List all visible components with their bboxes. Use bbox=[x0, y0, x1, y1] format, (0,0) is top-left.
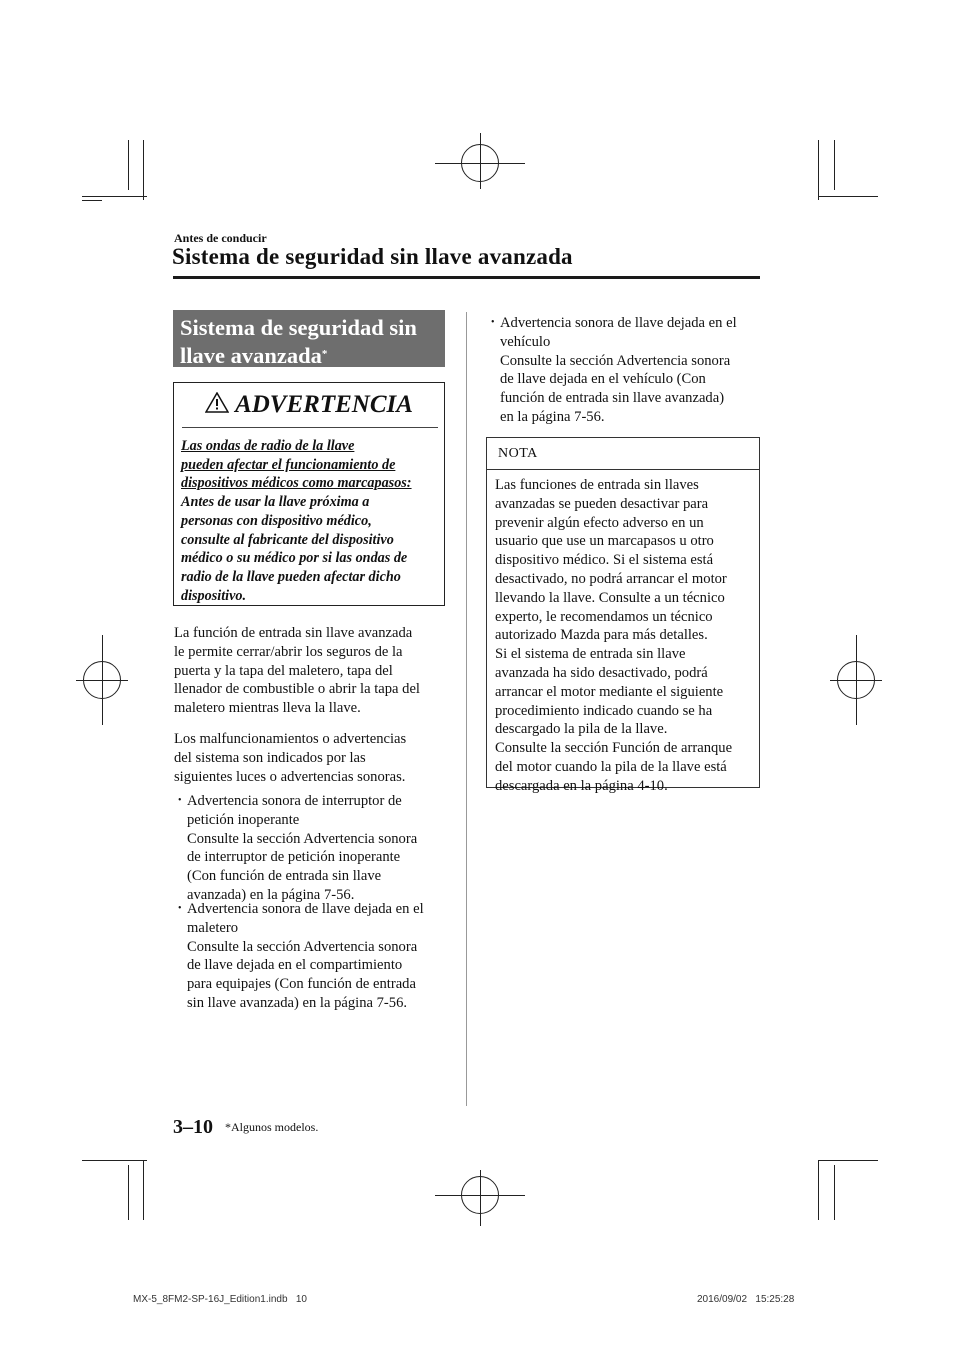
section-title-banner bbox=[173, 310, 445, 367]
section-title-line1: Sistema de seguridad sin bbox=[180, 315, 417, 340]
note-line: procedimiento indicado cuando se ha bbox=[495, 702, 713, 719]
note-rule bbox=[487, 469, 759, 470]
bullet-line: Advertencia sonora de llave dejada en el bbox=[187, 901, 424, 917]
footnote-marker: * bbox=[321, 348, 328, 360]
bullet-line: Advertencia sonora de llave dejada en el bbox=[500, 315, 737, 331]
bullet-line: vehículo bbox=[500, 333, 551, 350]
bullet-line: de llave dejada en el vehículo (Con bbox=[500, 371, 706, 388]
paragraph-line: llenador de combustible o abrir la tapa del bbox=[174, 681, 420, 698]
paragraph-line: La función de entrada sin llave avanzada bbox=[174, 625, 413, 641]
bullet-line: petición inoperante bbox=[187, 811, 300, 828]
malfunction-paragraph bbox=[174, 730, 406, 786]
warning-line: radio de la llave pueden afectar dicho bbox=[181, 568, 401, 585]
page-title: Sistema de seguridad sin llave avanzada bbox=[172, 244, 573, 269]
note-line: descargada en la página 4-10. bbox=[495, 777, 668, 794]
bullet-dot: • bbox=[491, 317, 495, 328]
warning-underlined-line: Las ondas de radio de la llave bbox=[181, 438, 355, 454]
bullet-line: Consulte la sección Advertencia sonora bbox=[500, 352, 731, 369]
bullet-line: Advertencia sonora de interruptor de bbox=[187, 793, 402, 809]
warning-label: ADVERTENCIA bbox=[235, 391, 413, 418]
note-line: avanzada ha sido desactivado, podrá bbox=[495, 664, 708, 681]
note-line: del motor cuando la pila de la llave está bbox=[495, 758, 727, 775]
bullet-dot: • bbox=[178, 903, 182, 914]
print-timestamp: 2016/09/02 15:25:28 bbox=[697, 1294, 795, 1305]
note-line: experto, le recomendamos un técnico bbox=[495, 608, 713, 625]
bullet-item-trunk-warning bbox=[178, 900, 424, 1013]
print-file-info: MX-5_8FM2-SP-16J_Edition1.indb 10 bbox=[133, 1294, 307, 1305]
warning-text bbox=[181, 437, 440, 605]
note-line: avanzadas se pueden desactivar para bbox=[495, 495, 709, 512]
bullet-item-vehicle-warning bbox=[491, 314, 737, 427]
bullet-line: Consulte la sección Advertencia sonora bbox=[187, 938, 418, 955]
note-line: usuario que use un marcapasos u otro bbox=[495, 533, 714, 550]
paragraph-line: puerta y la tapa del maletero, tapa del bbox=[174, 662, 393, 679]
paragraph-line: Los malfuncionamientos o advertencias bbox=[174, 731, 407, 747]
note-line: desactivado, no podrá arrancar el motor bbox=[495, 570, 727, 587]
warning-line: consulte al fabricante del dispositivo bbox=[181, 531, 394, 548]
bullet-dot: • bbox=[178, 795, 182, 806]
note-label: NOTA bbox=[498, 446, 538, 461]
bullet-line: para equipajes (Con función de entrada bbox=[187, 976, 416, 993]
warning-underlined-line: dispositivos médicos como marcapasos: bbox=[181, 475, 412, 492]
bullet-line: avanzada) en la página 7-56. bbox=[187, 886, 355, 903]
warning-heading bbox=[174, 391, 444, 419]
note-line: dispositivo médico. Si el sistema está bbox=[495, 552, 714, 569]
bullet-line: sin llave avanzada) en la página 7-56. bbox=[187, 994, 408, 1011]
paragraph-line: le permite cerrar/abrir los seguros de la bbox=[174, 643, 403, 660]
note-text bbox=[495, 476, 732, 796]
paragraph-line: siguientes luces o advertencias sonoras. bbox=[174, 768, 406, 785]
note-line: Consulte la sección Función de arranque bbox=[495, 740, 733, 757]
note-box bbox=[486, 437, 760, 794]
warning-underlined-line: pueden afectar el funcionamiento de bbox=[181, 456, 396, 473]
intro-paragraph bbox=[174, 624, 420, 718]
note-line: autorizado Mazda para más detalles. bbox=[495, 627, 708, 644]
warning-line: Antes de usar la llave próxima a bbox=[181, 494, 370, 511]
bullet-item-switch-warning bbox=[178, 792, 418, 905]
bullet-line: Consulte la sección Advertencia sonora bbox=[187, 830, 418, 847]
warning-box bbox=[173, 382, 445, 606]
warning-line: dispositivo. bbox=[181, 587, 247, 604]
page-number: 3–10 bbox=[173, 1116, 213, 1138]
warning-triangle-icon bbox=[205, 392, 229, 418]
note-line: llevando la llave. Consulte a un técnico bbox=[495, 589, 725, 606]
bullet-line: (Con función de entrada sin llave bbox=[187, 868, 382, 885]
footnote: *Algunos modelos. bbox=[225, 1120, 319, 1134]
note-line: arrancar el motor mediante el siguiente bbox=[495, 683, 724, 700]
bullet-line: de interruptor de petición inoperante bbox=[187, 849, 401, 866]
header-rule bbox=[173, 276, 760, 279]
warning-line: personas con dispositivo médico, bbox=[181, 512, 372, 529]
bullet-line: función de entrada sin llave avanzada) bbox=[500, 390, 725, 407]
note-line: Si el sistema de entrada sin llave bbox=[495, 646, 686, 663]
warning-line: médico o su médico por si las ondas de bbox=[181, 550, 408, 567]
note-line: prevenir algún efecto adverso en un bbox=[495, 514, 704, 531]
chapter-label: Antes de conducir bbox=[174, 231, 267, 245]
warning-rule bbox=[182, 427, 438, 428]
bullet-line: en la página 7-56. bbox=[500, 408, 605, 425]
note-line: descargado la pila de la llave. bbox=[495, 721, 668, 738]
paragraph-line: maletero mientras lleva la llave. bbox=[174, 700, 361, 717]
bullet-line: de llave dejada en el compartimiento bbox=[187, 957, 403, 974]
section-title-line2: llave avanzada bbox=[180, 343, 322, 368]
column-divider bbox=[466, 312, 467, 1106]
bullet-line: maletero bbox=[187, 919, 239, 936]
paragraph-line: del sistema son indicados por las bbox=[174, 749, 366, 766]
note-line: Las funciones de entrada sin llaves bbox=[495, 477, 699, 493]
